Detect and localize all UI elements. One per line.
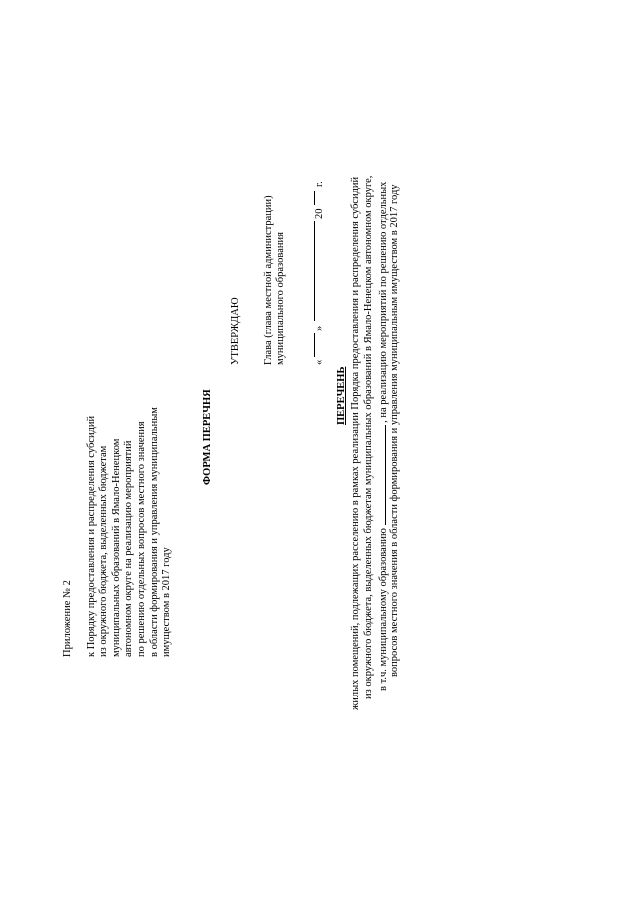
appendix-line: к Порядку предоставления и распределения субсидий (85, 415, 97, 657)
list-line: вопросов местного значения в области формирования и управления муниципальным имуществом в 2017 году (389, 184, 400, 677)
list-line-end: , на реализацию мероприятий по решению отдельных (378, 181, 389, 423)
appendix-title: Приложение № 2 (62, 580, 73, 657)
appendix-line: имуществом в 2017 году (161, 547, 173, 657)
appendix-line: муниципальных образований в Ямало-Ненецком (110, 438, 122, 657)
list-line: жилых помещений, подлежащих расселению в рамках реализации Порядка предоставления и распределения субсидий (350, 176, 361, 710)
appendix-line: в области формирования и управления муниципальным (148, 407, 160, 657)
date-open-quote: « (313, 359, 325, 365)
municipality-blank (376, 425, 386, 525)
approval-date-row (314, 35, 328, 365)
day-blank (314, 333, 315, 357)
date-year-prefix: 20 (313, 208, 325, 219)
approver-title-line: муниципального образования (275, 232, 287, 365)
appendix-header (62, 217, 174, 657)
approver-title-line: Глава (глава местной администрации) (262, 195, 274, 365)
approval-block (230, 35, 328, 365)
appendix-line: по решению отдельных вопросов местного значения (135, 421, 147, 657)
list-title: ПЕРЕЧЕНЬ (336, 366, 347, 425)
appendix-line: из окружного бюджета, выделенных бюджетам (98, 445, 110, 657)
year-blank (314, 191, 315, 205)
appendix-line: автономном округе на реализацию мероприятий (123, 440, 135, 657)
list-line: из окружного бюджета, выделенных бюджетам муниципальных образований в Ямало-Ненецком автономном округе, (363, 175, 374, 699)
form-title: ФОРМА ПЕРЕЧНЯ (202, 389, 213, 485)
list-line-start: в т.ч. муниципальному образованию (378, 528, 389, 691)
date-close-quote: » (313, 325, 325, 331)
month-blank (314, 221, 315, 321)
date-year-suffix: г. (313, 181, 325, 187)
approve-word: УТВЕРЖДАЮ (230, 297, 241, 365)
